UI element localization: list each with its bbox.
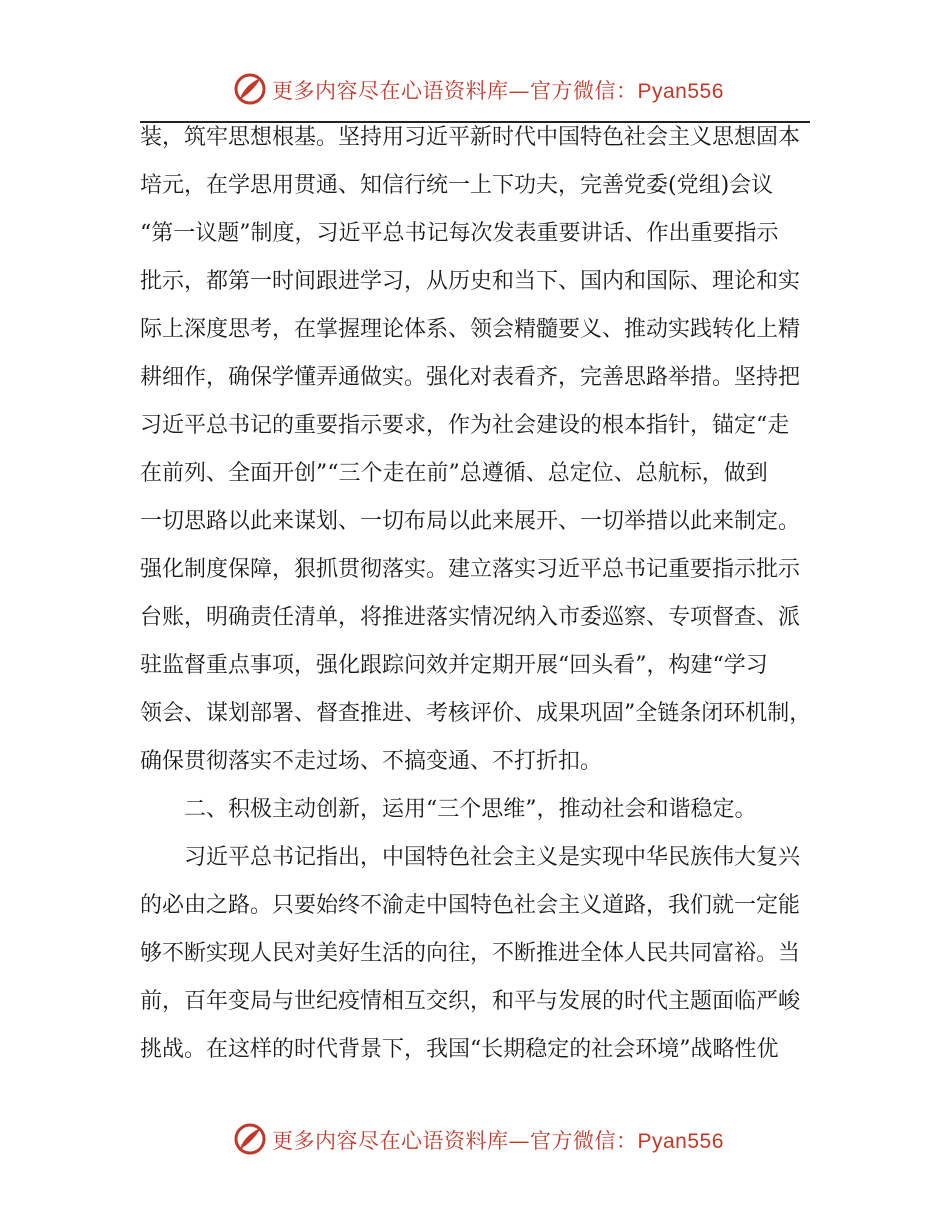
header-banner-label: 更多内容尽在心语资料库—官方微信：: [272, 79, 638, 103]
quill-logo-icon: [233, 72, 267, 106]
text-line: 前，百年变局与世纪疫情相互交织，和平与发展的时代主题面临严峻: [140, 989, 801, 1014]
text-line: 耕细作，确保学懂弄通做实。强化对表看齐，完善思路举措。坚持把: [140, 365, 801, 390]
text-line: 习近平总书记指出，中国特色社会主义是实现中华民族伟大复兴: [184, 845, 801, 870]
footer-wechat-id: Pyan556: [637, 1130, 724, 1153]
text-line: 一切思路以此来谋划、一切布局以此来展开、一切举措以此来制定。: [140, 509, 801, 534]
header-wechat-id: Pyan556: [637, 80, 724, 103]
text-line: 习近平总书记的重要指示要求，作为社会建设的根本指针，锚定“走: [140, 413, 790, 438]
text-line: 培元，在学思用贯通、知信行统一上下功夫，完善党委(党组)会议: [140, 173, 774, 198]
text-line: 的必由之路。只要始终不渝走中国特色社会主义道路，我们就一定能: [140, 893, 801, 918]
text-line: “第一议题”制度，习近平总书记每次发表重要讲话、作出重要指示: [140, 221, 779, 246]
text-line: 批示，都第一时间跟进学习，从历史和当下、国内和国际、理论和实: [140, 269, 801, 294]
text-line: 驻监督重点事项，强化跟踪问效并定期开展“回头看”，构建“学习: [140, 653, 768, 678]
text-line: 在前列、全面开创”“三个走在前”总遵循、总定位、总航标，做到: [140, 461, 768, 486]
text-line: 际上深度思考，在掌握理论体系、领会精髓要义、推动实践转化上精: [140, 317, 801, 342]
text-line: 台账，明确责任清单，将推进落实情况纳入市委巡察、专项督查、派: [140, 605, 801, 630]
text-line: 挑战。在这样的时代背景下，我国“长期稳定的社会环境”战略性优: [140, 1037, 779, 1062]
text-line: 领会、谋划部署、督查推进、考核评价、成果巩固”全链条闭环机制，: [140, 701, 812, 726]
header-banner-text: [272, 75, 724, 105]
footer-banner: [0, 1120, 950, 1160]
section-heading: 二、积极主动创新，运用“三个思维”，推动社会和谐稳定。: [184, 797, 757, 822]
text-line: 装，筑牢思想根基。坚持用习近平新时代中国特色社会主义思想固本: [140, 125, 801, 150]
text-line: 确保贯彻落实不走过场、不搞变通、不打折扣。: [140, 749, 603, 774]
text-line: 够不断实现人民对美好生活的向往，不断推进全体人民共同富裕。当: [140, 941, 801, 966]
footer-banner-label: 更多内容尽在心语资料库—官方微信：: [272, 1129, 638, 1153]
text-line: 强化制度保障，狠抓贯彻落实。建立落实习近平总书记重要指示批示: [140, 557, 801, 582]
header-banner: [0, 70, 950, 110]
footer-banner-text: [272, 1125, 724, 1155]
quill-logo-icon: [233, 1122, 267, 1156]
